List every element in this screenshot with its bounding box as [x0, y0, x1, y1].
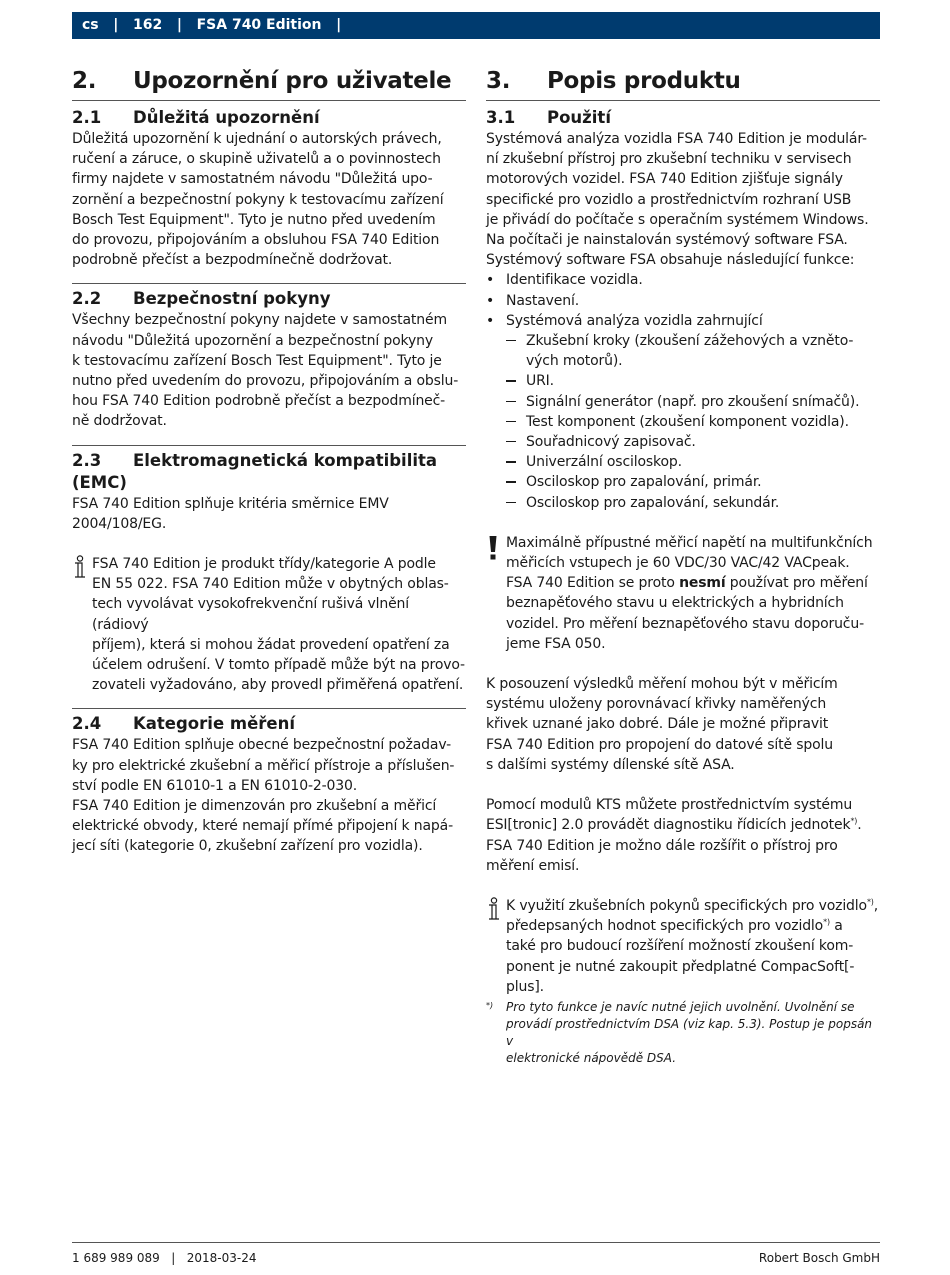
- text-line: [506, 573, 880, 593]
- section-body: [72, 129, 466, 270]
- sublist-item: Souřadnicový zapisovač.: [486, 432, 880, 452]
- section-3-1: [486, 107, 880, 1067]
- document-date: 2018-03-24: [186, 1251, 257, 1265]
- section-heading: [486, 107, 880, 129]
- text-line: [486, 815, 880, 835]
- section-heading: [72, 288, 466, 310]
- text-line: ní zkušební přístroj pro zkušební techniku v servisech: [486, 151, 852, 168]
- text-line: [506, 916, 880, 936]
- sublist-item: [486, 331, 880, 371]
- text-line: FSA 740 Edition pro propojení do datové sítě spolu: [486, 736, 833, 753]
- section-2-1: [72, 107, 466, 270]
- text-line: jecí síti (kategorie 0, zkušební zařízení pro vozidla).: [72, 838, 423, 855]
- section-number: 3.1: [486, 108, 516, 127]
- chapter-3-heading: [486, 62, 880, 101]
- section-title: Důležitá upozornění: [133, 108, 320, 127]
- emphasis-text: nesmí: [679, 575, 726, 592]
- paragraph-kts-modules: [486, 795, 880, 876]
- text-span: a: [829, 918, 843, 935]
- text-line: zornění a bezpečnostní pokyny k testovacímu zařízení: [72, 191, 444, 208]
- text-line: návodu "Důležitá upozornění a bezpečnostní pokyny: [72, 332, 433, 349]
- text-line: Zkušební kroky (zkoušení zážehových a vzněto-: [526, 333, 854, 350]
- footer-company: Robert Bosch GmbH: [758, 1251, 880, 1265]
- sublist-item: Signální generátor (např. pro zkoušení snímačů).: [486, 392, 880, 412]
- footer-doc-info: 1 689 989 089 | 2018-03-24: [72, 1251, 257, 1265]
- list-item: • Nastavení.: [486, 291, 880, 311]
- header-language: cs: [82, 17, 99, 33]
- text-span: ,: [873, 897, 879, 914]
- text-span: FSA 740 Edition se proto: [506, 575, 680, 592]
- sublist-item: Osciloskop pro zapalování, sekundár.: [486, 493, 880, 513]
- footnote-mark: *): [486, 1000, 494, 1010]
- text-line: vozidel. Pro měření beznapěťového stavu doporuču-: [506, 615, 864, 632]
- section-body: [72, 735, 466, 856]
- text-line: je přivádí do počítače s operačním systémem Windows.: [486, 211, 869, 228]
- right-column: [486, 62, 880, 1067]
- text-line: křivek uznané jako dobré. Dále je možné připravit: [486, 716, 829, 733]
- text-line: specifické pro vozidlo a prostřednictvím rozhraní USB: [486, 191, 852, 208]
- text-line: FSA 740 Edition splňuje kritéria směrnice EMV: [72, 495, 389, 512]
- text-line: také pro budoucí rozšíření možností zkoušení kom-: [506, 938, 854, 955]
- footnote-mark: *): [850, 816, 858, 826]
- text-line: Maximálně přípustné měřicí napětí na multifunkčních: [506, 534, 873, 551]
- section-number: 2.4: [72, 714, 102, 734]
- text-line: měření emisí.: [486, 857, 580, 874]
- section-2-2: [72, 283, 466, 431]
- text-line: motorových vozidel. FSA 740 Edition zjišťuje signály: [486, 171, 843, 188]
- footer-divider: [72, 1242, 880, 1243]
- section-title: Bezpečnostní pokyny: [133, 289, 331, 309]
- text-span: ESI[tronic] 2.0 provádět diagnostiku řídicích jednotek: [486, 817, 851, 834]
- text-line: FSA 740 Edition je možno dále rozšířit o přístroj pro: [486, 837, 838, 854]
- text-span: K využití zkušebních pokynů specifických pro vozidlo: [506, 897, 867, 914]
- text-line: K posouzení výsledků měření mohou být v měřicím: [486, 676, 838, 693]
- text-line: ně dodržovat.: [72, 413, 167, 430]
- text-line: k testovacímu zařízení Bosch Test Equipment". Tyto je: [72, 352, 442, 369]
- text-line: EN 55 022. FSA 740 Edition může v obytných oblas-: [92, 576, 449, 593]
- section-number: 2.1: [72, 108, 102, 127]
- text-span: .: [857, 817, 862, 834]
- text-line: ručení a záruce, o skupině uživatelů a o povinnostech: [72, 151, 441, 168]
- text-line: zovateli vyžadováno, aby provedl přiměřená opatření.: [92, 677, 464, 694]
- section-number: 2.2: [72, 289, 102, 309]
- info-note: [72, 554, 466, 695]
- text-line: s dalšími systémy dílenské sítě ASA.: [486, 756, 735, 773]
- footnote: [486, 999, 880, 1067]
- text-line: Na počítači je nainstalován systémový software FSA.: [486, 232, 848, 249]
- info-icon: [72, 555, 88, 581]
- text-line: Všechny bezpečnostní pokyny najdete v samostatném: [72, 312, 447, 329]
- text-line: ponent je nutné zakoupit předplatné CompacSoft[-: [506, 958, 855, 975]
- chapter-number: 3.: [486, 68, 511, 94]
- text-line: Pomocí modulů KTS můžete prostřednictvím systému: [486, 797, 853, 814]
- text-line: příjem), která si mohou žádat provedení opatření za: [92, 636, 450, 653]
- chapter-2-heading: [72, 62, 466, 101]
- section-body: [72, 494, 466, 534]
- section-body: [72, 310, 466, 431]
- text-line: podrobně přečíst a bezpodmínečně dodržovat.: [72, 252, 393, 269]
- section-number: 2.3: [72, 450, 102, 470]
- left-column: [72, 62, 466, 857]
- paragraph-comparison-curves: [486, 674, 880, 775]
- text-line: beznapěťového stavu u elektrických a hybridních: [506, 595, 844, 612]
- text-line: měřicích vstupech je 60 VDC/30 VAC/42 VACpeak.: [506, 555, 850, 572]
- exclamation-icon: [486, 535, 500, 561]
- text-line: ky pro elektrické zkušební a měřicí přístroje a příslušen-: [72, 757, 455, 774]
- text-line: nutno před uvedením do provozu, připojováním a obslu-: [72, 373, 459, 390]
- header-product: FSA 740 Edition: [196, 17, 322, 33]
- footnote-mark: *): [866, 897, 874, 907]
- section-heading: [72, 107, 466, 129]
- info-icon: [486, 897, 502, 923]
- text-line: hou FSA 740 Edition podrobně přečíst a bezpodmíneč-: [72, 393, 446, 410]
- section-2-4: [72, 708, 466, 856]
- section-body: [486, 129, 880, 270]
- sublist-item: Osciloskop pro zapalování, primár.: [486, 472, 880, 492]
- text-line: 2004/108/EG.: [72, 515, 167, 532]
- text-line: jeme FSA 050.: [506, 635, 606, 652]
- sublist-item: URI.: [486, 371, 880, 391]
- list-item: • Systémová analýza vozidla zahrnující: [486, 311, 880, 331]
- text-line: FSA 740 Edition splňuje obecné bezpečnostní požadav-: [72, 737, 451, 754]
- section-title: Elektromagnetická kompatibilita (EMC): [72, 450, 438, 492]
- text-span: používat pro měření: [725, 575, 868, 592]
- sublist-item: Univerzální osciloskop.: [486, 452, 880, 472]
- section-heading: [72, 450, 466, 494]
- text-line: FSA 740 Edition je produkt třídy/kategorie A podle: [92, 556, 436, 573]
- text-line: elektronické nápovědě DSA.: [506, 1050, 677, 1065]
- document-number: 1 689 989 089: [72, 1251, 160, 1265]
- section-title: Použití: [547, 108, 611, 127]
- footnote-mark: *): [823, 917, 830, 927]
- sublist-item: Test komponent (zkoušení komponent vozidla).: [486, 412, 880, 432]
- text-line: Bosch Test Equipment". Tyto je nutno před uvedením: [72, 211, 436, 228]
- text-line: Systémová analýza vozidla FSA 740 Edition je modulár-: [486, 131, 867, 147]
- text-line: elektrické obvody, které nemají přímé připojení k napá-: [72, 818, 453, 835]
- warning-note: [486, 533, 880, 654]
- text-line: vých motorů).: [526, 353, 623, 370]
- text-span: předepsaných hodnot specifických pro vozidlo: [506, 918, 824, 935]
- text-line: systému uloženy porovnávací křivky naměřených: [486, 696, 827, 713]
- chapter-title: Popis produktu: [547, 68, 741, 94]
- text-line: FSA 740 Edition je dimenzován pro zkušební a měřicí: [72, 798, 437, 815]
- list-item: • Identifikace vozidla.: [486, 270, 880, 290]
- text-line: tech vyvolávat vysokofrekvenční rušivá vlnění (rádiový: [92, 596, 410, 633]
- section-2-3: [72, 445, 466, 696]
- function-list: [486, 270, 880, 331]
- info-note: [486, 896, 880, 997]
- text-line: firmy najdete v samostatném návodu "Důležitá upo-: [72, 171, 433, 188]
- page-header: cs | 162 | FSA 740 Edition |: [72, 12, 880, 39]
- chapter-number: 2.: [72, 68, 97, 94]
- section-heading: [72, 713, 466, 735]
- analysis-sublist: [486, 331, 880, 513]
- text-line: Důležitá upozornění k ujednání o autorských právech,: [72, 131, 442, 147]
- section-title: Kategorie měření: [133, 714, 295, 734]
- text-line: plus].: [506, 978, 544, 995]
- text-line: účelem odrušení. V tomto případě může být na provo-: [92, 657, 465, 674]
- text-line: Pro tyto funkce je navíc nutné jejich uvolnění. Uvolnění se: [506, 999, 855, 1014]
- text-line: ství podle EN 61010-1 a EN 61010-2-030.: [72, 777, 358, 794]
- text-line: Systémový software FSA obsahuje následující funkce:: [486, 252, 855, 269]
- text-line: do provozu, připojováním a obsluhou FSA 740 Edition: [72, 232, 440, 249]
- chapter-title: Upozornění pro uživatele: [133, 68, 452, 94]
- header-page-number: 162: [133, 17, 163, 33]
- text-line: [506, 896, 880, 916]
- text-line: provádí prostřednictvím DSA (viz kap. 5.3). Postup je popsán v: [506, 1016, 873, 1048]
